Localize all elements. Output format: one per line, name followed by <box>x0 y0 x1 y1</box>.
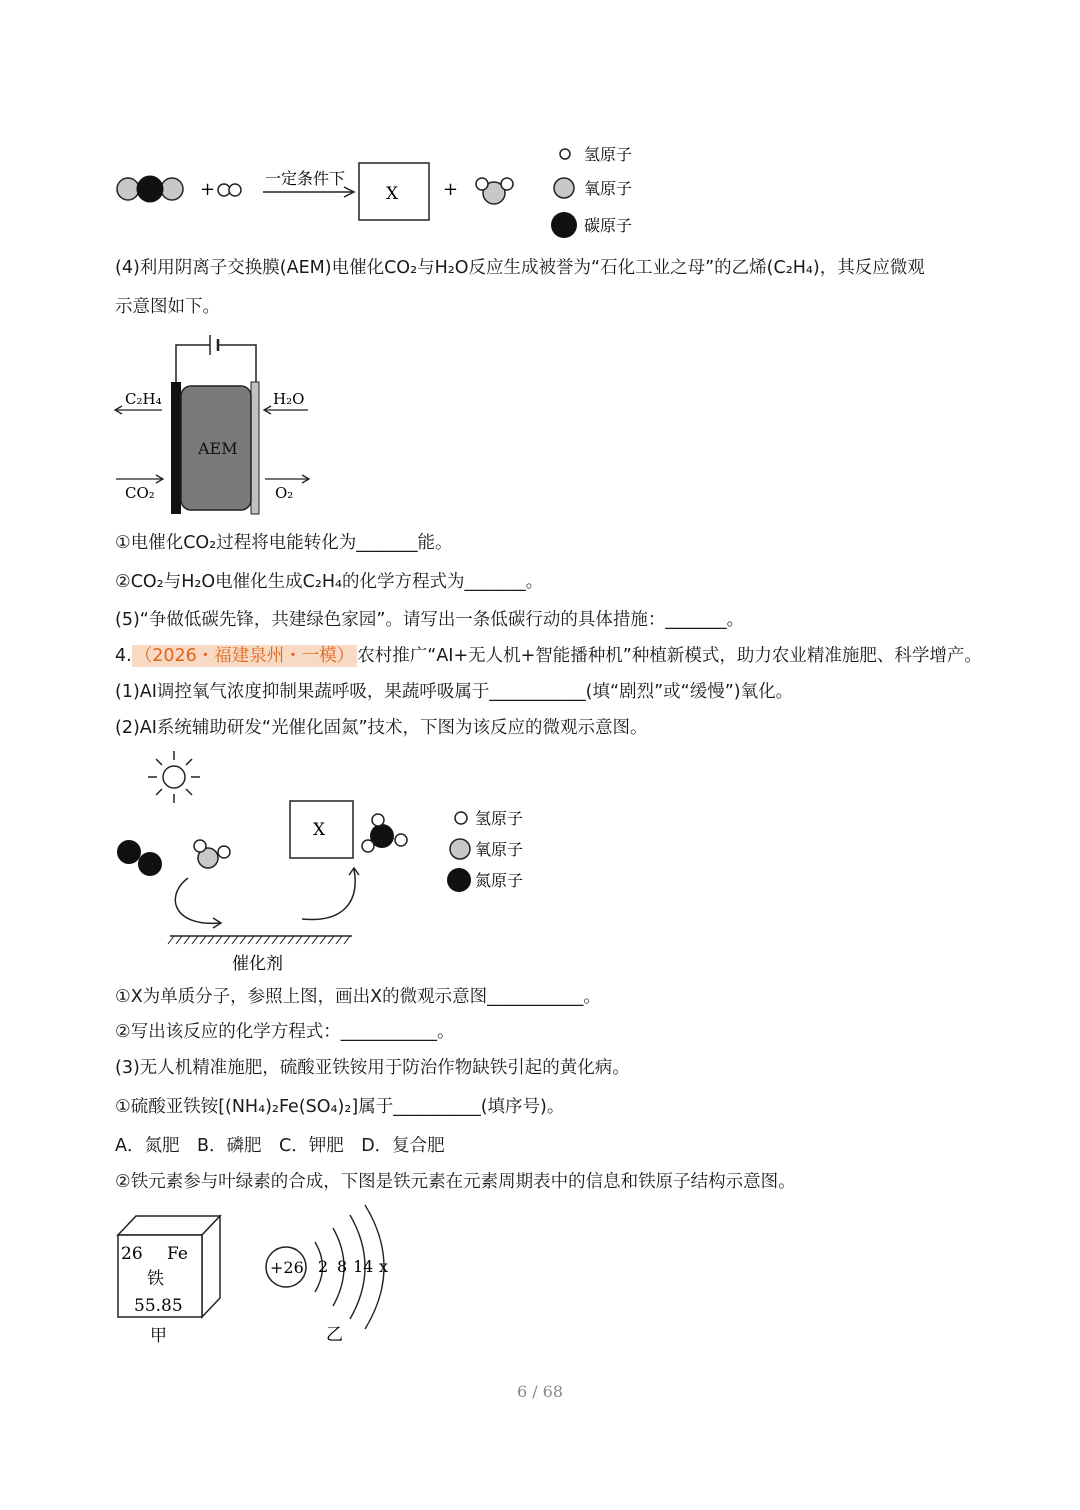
cathode <box>171 382 181 514</box>
question-4-2-2: ②写出该反应的化学方程式：___________。 <box>115 1022 455 1042</box>
question-4-text: 农村推广“AI+无人机+智能播种机”种植新模式，助力农业精准施肥、科学增产。 <box>357 646 982 666</box>
q4-part4-line2: 示意图如下。 <box>115 297 220 317</box>
x-label-2: X <box>313 820 326 840</box>
atomic-number: 26 <box>121 1244 143 1264</box>
legend-carbon: 碳原子 <box>584 216 633 235</box>
oxygen-legend-icon <box>554 178 574 198</box>
atom-structure-fe <box>260 1200 400 1350</box>
co2-molecule <box>117 176 183 202</box>
page-number: 6 / 68 <box>516 1382 564 1401</box>
question-4-part-2: (2)AI系统辅助研发“光催化固氮”技术，下图为该反应的微观示意图。 <box>115 718 648 738</box>
legend-2 <box>447 809 523 892</box>
co2-label: CO₂ <box>125 484 155 502</box>
legend-oxygen: 氧原子 <box>584 179 633 198</box>
nitrogen-legend-icon <box>447 868 471 892</box>
shell-2-electrons: 8 <box>337 1257 348 1276</box>
anode <box>251 382 259 514</box>
legend2-hydrogen: 氢原子 <box>475 809 524 828</box>
nuclear-charge: +26 <box>270 1258 304 1277</box>
element-card-fe <box>110 1210 230 1350</box>
shell-4-electrons: x <box>379 1257 389 1276</box>
aem-diagram <box>110 330 320 520</box>
catalyst-label: 催化剂 <box>232 954 283 974</box>
question-number: 4. <box>115 646 132 666</box>
condition-label: 一定条件下 <box>265 169 346 188</box>
caption-jia: 甲 <box>150 1326 167 1346</box>
legend2-oxygen: 氧原子 <box>475 840 524 859</box>
carbon-legend-icon <box>551 212 577 238</box>
legend-1 <box>551 145 632 238</box>
curved-arrow-up <box>302 869 355 920</box>
legend-hydrogen: 氢原子 <box>584 145 633 164</box>
nh3-molecule <box>362 814 407 852</box>
question-4-2-1: ①X为单质分子，参照上图，画出X的微观示意图___________。 <box>115 987 601 1007</box>
question-4-3-1: ①硫酸亚铁铵[(NH₄)₂Fe(SO₄)₂]属于__________(填序号)。 <box>115 1097 565 1117</box>
question-4-3-2: ②铁元素参与叶绿素的合成，下图是铁元素在元素周期表中的信息和铁原子结构示意图。 <box>115 1172 796 1192</box>
sub-question-4-1: ①电催化CO₂过程将电能转化为_______能。 <box>115 533 453 553</box>
sub-question-4-2: ②CO₂与H₂O电催化生成C₂H₄的化学方程式为_______。 <box>115 572 544 592</box>
hydrogen-legend-icon-2 <box>455 812 467 824</box>
o2-label: O₂ <box>275 484 294 502</box>
aem-label: AEM <box>198 439 238 458</box>
element-symbol: Fe <box>167 1244 188 1264</box>
catalyst-hatching <box>168 936 350 944</box>
question-4-header <box>115 644 982 668</box>
plus-sign-2: + <box>443 179 459 200</box>
water-molecule-2 <box>194 840 230 868</box>
answer-options: A．氮肥 B．磷肥 C．钾肥 D．复合肥 <box>115 1136 445 1156</box>
water-molecule <box>476 178 513 204</box>
oxygen-legend-icon-2 <box>450 839 470 859</box>
h2o-label: H₂O <box>273 390 305 408</box>
h2-molecule <box>218 184 241 196</box>
c2h4-label: C₂H₄ <box>125 390 162 408</box>
x-label: X <box>386 184 399 204</box>
question-part-5: (5)“争做低碳先锋，共建绿色家园”。请写出一条低碳行动的具体措施：_______。 <box>115 610 745 630</box>
plus-sign: + <box>200 179 216 200</box>
source-tag: （2026・福建泉州・一模） <box>132 645 358 667</box>
atomic-mass: 55.85 <box>134 1296 183 1316</box>
nitrogen-fixation-diagram <box>110 745 550 980</box>
curved-arrow-down <box>175 878 220 923</box>
question-4-part-1: (1)AI调控氧气浓度抑制果蔬呼吸，果蔬呼吸属于___________(填“剧烈”或“缓慢”)氧化。 <box>115 682 794 702</box>
element-name: 铁 <box>147 1269 164 1289</box>
shell-3-electrons: 14 <box>353 1257 374 1276</box>
circuit-wire-left <box>176 345 210 382</box>
question-4-part-3: (3)无人机精准施肥，硫酸亚铁铵用于防治作物缺铁引起的黄化病。 <box>115 1058 630 1078</box>
legend2-nitrogen: 氮原子 <box>475 871 524 890</box>
circuit-wire-right <box>218 345 256 382</box>
n2-molecule <box>117 840 162 876</box>
hydrogen-legend-icon <box>560 149 570 159</box>
sun-icon <box>148 751 200 803</box>
q4-part4-line1: (4)利用阴离子交换膜(AEM)电催化CO₂与H₂O反应生成被誉为“石化工业之母”的乙烯(C₂H₄)，其反应微观 <box>115 258 925 278</box>
caption-yi: 乙 <box>326 1325 343 1345</box>
shell-1-electrons: 2 <box>318 1257 329 1276</box>
reaction-diagram-1 <box>110 135 670 245</box>
